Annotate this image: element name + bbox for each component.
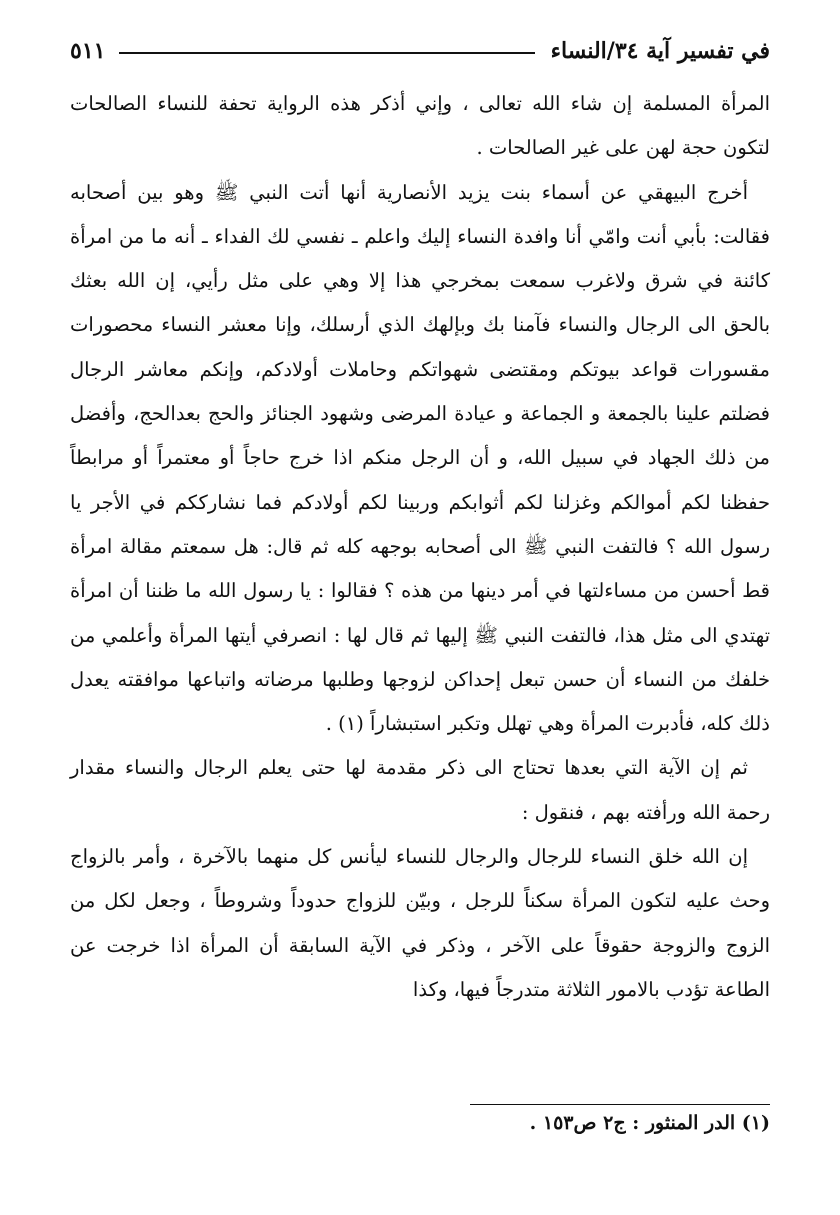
footnote-rule — [470, 1104, 770, 1105]
page-number: ٥١١ — [70, 38, 106, 64]
paragraph-4: إن الله خلق النساء للرجال والرجال للنساء ليأنس كل منهما بالآخرة ، وأمر بالزواج وحث عليه لتكون المرأة سكناً للرجل ، وبيّن للزواج حدوداً وشروطاً ، وجعل لكل من الزوج والزوجة حقوقاً على الآخر ، وذكر في الآية السابقة أن المرأة اذا خرجت عن الطاعة تؤدب بالامور الثلاثة متدرجاً فيها، وكذا — [70, 845, 770, 1001]
footnote: (١) الدر المنثور : ج٢ ص١٥٣ . — [529, 1112, 770, 1134]
header-title: في تفسير آية ٣٤/النساء — [550, 38, 770, 64]
page — [70, 28, 770, 1188]
paragraph-1: المرأة المسلمة إن شاء الله تعالى ، وإني أذكر هذه الرواية تحفة للنساء الصالحات لتكون حجة لهن على غير الصالحات . — [70, 92, 770, 160]
header-rule — [119, 52, 534, 54]
body-text — [70, 82, 770, 1012]
paragraph-3: ثم إن الآية التي بعدها تحتاج الى ذكر مقدمة لها حتى يعلم الرجال والنساء مقدار رحمة الله ورأفته بهم ، فنقول : — [70, 756, 770, 824]
paragraph-2: أخرج البيهقي عن أسماء بنت يزيد الأنصارية أنها أتت النبي ﷺ وهو بين أصحابه فقالت: بأبي أنت وامّي أنا وافدة النساء إليك واعلم ـ نفسي لك الفداء ـ أنه ما من امرأة كائنة في شرق ولاغرب سمعت بمخرجي هذا إلا وهي على مثل رأيي، إن الله بعثك بالحق الى الرجال والنساء فآمنا بك وبإلهك الذي أرسلك، وإنا معشر النساء محصورات مقسورات قواعد بيوتكم ومقتضى شهواتكم وحاملات أولادكم، وإنكم معاشر الرجال فضلتم علينا بالجمعة و الجماعة و عيادة المرضى وشهود الجنائز والحج بعدالحج، وأفضل من ذلك الجهاد في سبيل الله، و أن الرجل منكم اذا خرج حاجاً أو معتمراً أو مرابطاً حفظنا لكم أموالكم وغزلنا لكم أثوابكم وربينا لكم أولادكم فما نشارككم في الأجر يا رسول الله ؟ فالتفت النبي ﷺ الى أصحابه بوجهه كله ثم قال: هل سمعتم مقالة امرأة قط أحسن من مساءلتها في أمر دينها من هذه ؟ فقالوا : يا رسول الله ما ظننا أن امرأة تهتدي الى مثل هذا، فالتفت النبي ﷺ إليها ثم قال لها : انصرفي أيتها المرأة وأعلمي من خلفك من النساء أن حسن تبعل إحداكن لزوجها وطلبها مرضاته واتباعها موافقته يعدل ذلك كله، فأدبرت المرأة وهي تهلل وتكبر استبشاراً (١) . — [70, 180, 770, 736]
running-header — [70, 28, 770, 74]
